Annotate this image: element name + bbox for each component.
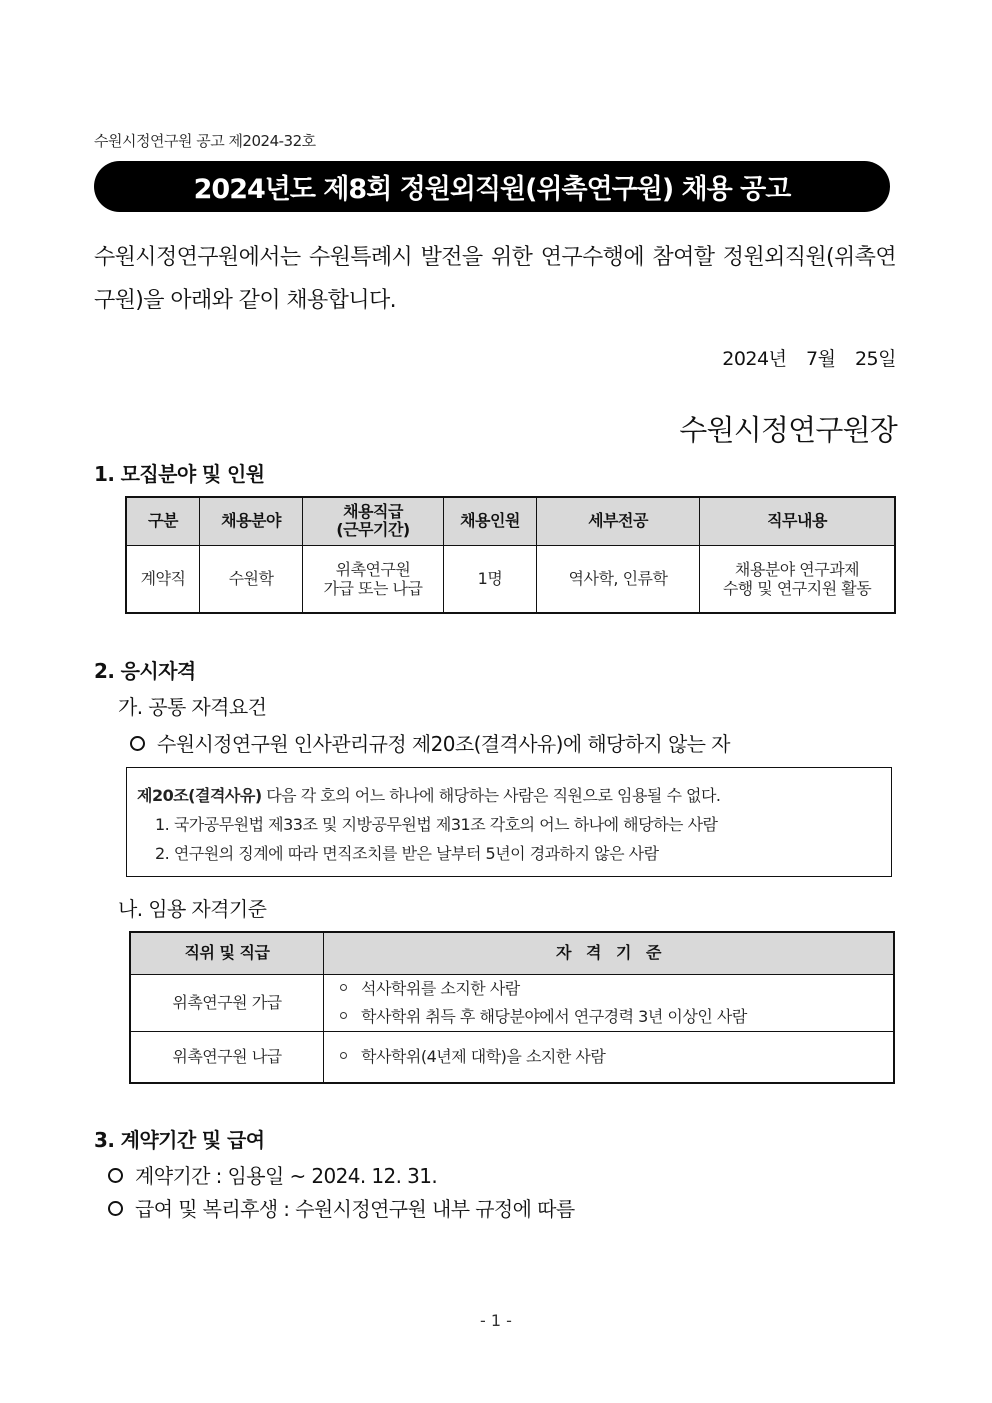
col-field-header: 채용분야	[200, 497, 303, 545]
intro-paragraph: 수원시정연구원에서는 수원특례시 발전을 위한 연구수행에 참여할 정원외직원(위촉연구원)을 아래와 같이 채용합니다.	[94, 245, 896, 313]
subsection-a-heading: 가. 공통 자격요건	[118, 695, 267, 719]
criteria-item	[340, 1043, 893, 1071]
common-requirement-item	[130, 728, 730, 757]
notice-number: 수원시정연구원 공고 제2024-32호	[94, 132, 316, 150]
regulation-text: 다음 각 호의 어느 하나에 해당하는 사람은 직원으로 임용될 수 없다.	[261, 786, 721, 805]
criteria-item-text: 학사학위(4년제 대학)을 소지한 사람	[361, 1046, 606, 1066]
cell-rank-line1: 위촉연구원	[335, 559, 411, 579]
criteria-item	[340, 975, 893, 1003]
small-circle-bullet-icon	[340, 984, 347, 991]
cell-duty-line2: 수행 및 연구지원 활동	[722, 578, 872, 598]
signer: 수원시정연구원장	[679, 413, 897, 447]
section3-heading: 3. 계약기간 및 급여	[94, 1128, 265, 1152]
regulation-title: 제20조(결격사유)	[137, 786, 262, 805]
criteria-standard-cell	[324, 974, 895, 1031]
criteria-item	[340, 1003, 893, 1031]
col-type-header: 구분	[126, 497, 200, 545]
cell-duty-line1: 채용분야 연구과제	[734, 559, 860, 579]
page-number: - 1 -	[480, 1311, 512, 1330]
table-row	[130, 974, 894, 1031]
contract-item	[108, 1160, 437, 1189]
small-circle-bullet-icon	[340, 1012, 347, 1019]
criteria-table	[129, 931, 895, 1084]
col-major-header: 세부전공	[537, 497, 700, 545]
table-row	[126, 545, 895, 613]
section2-heading: 2. 응시자격	[94, 659, 196, 683]
contract-period-text: 계약기간 : 임용일 ~ 2024. 12. 31.	[135, 1164, 438, 1188]
recruitment-table	[125, 496, 896, 614]
regulation-lead	[137, 781, 881, 810]
title-banner	[94, 161, 890, 212]
criteria-standard-cell	[324, 1031, 895, 1083]
document-title: 2024년도 제8회 정원외직원(위촉연구원) 채용 공고	[193, 174, 791, 205]
circle-bullet-icon	[108, 1201, 123, 1216]
circle-bullet-icon	[108, 1168, 123, 1183]
cell-major: 역사학, 인류학	[537, 545, 700, 613]
contract-item	[108, 1193, 575, 1222]
criteria-rank-cell: 위촉연구원 가급	[130, 974, 324, 1031]
col-duty-header: 직무내용	[700, 497, 896, 545]
criteria-rank-header: 직위 및 직급	[130, 932, 324, 974]
cell-rank-line2: 가급 또는 나급	[323, 578, 423, 598]
col-count-header: 채용인원	[444, 497, 537, 545]
criteria-standard-header: 자 격 기 준	[324, 932, 895, 974]
cell-field: 수원학	[200, 545, 303, 613]
regulation-item: 1. 국가공무원법 제33조 및 지방공무원법 제31조 각호의 어느 하나에 해당하는 사람	[155, 815, 718, 834]
salary-text: 급여 및 복리후생 : 수원시정연구원 내부 규정에 따름	[135, 1197, 575, 1221]
cell-rank	[303, 545, 444, 613]
col-rank-header	[303, 497, 444, 545]
circle-bullet-icon	[130, 736, 145, 751]
table-row	[130, 1031, 894, 1083]
regulation-box	[126, 767, 892, 877]
small-circle-bullet-icon	[340, 1052, 347, 1059]
regulation-item: 2. 연구원의 징계에 따라 면직조치를 받은 날부터 5년이 경과하지 않은 사람	[155, 844, 659, 863]
col-rank-header-line1: 채용직급	[343, 502, 403, 522]
announcement-date: 2024년 7월 25일	[722, 348, 896, 370]
col-rank-header-line2: (근무기간)	[336, 520, 410, 540]
common-requirement-text: 수원시정연구원 인사관리규정 제20조(결격사유)에 해당하지 않는 자	[157, 732, 730, 756]
subsection-b-heading: 나. 임용 자격기준	[118, 897, 267, 921]
cell-type: 계약직	[126, 545, 200, 613]
cell-count: 1명	[444, 545, 537, 613]
criteria-item-text: 학사학위 취득 후 해당분야에서 연구경력 3년 이상인 사람	[361, 1006, 747, 1026]
cell-duty	[700, 545, 896, 613]
criteria-rank-cell: 위촉연구원 나급	[130, 1031, 324, 1083]
criteria-item-text: 석사학위를 소지한 사람	[361, 978, 520, 998]
section1-heading: 1. 모집분야 및 인원	[94, 462, 265, 486]
